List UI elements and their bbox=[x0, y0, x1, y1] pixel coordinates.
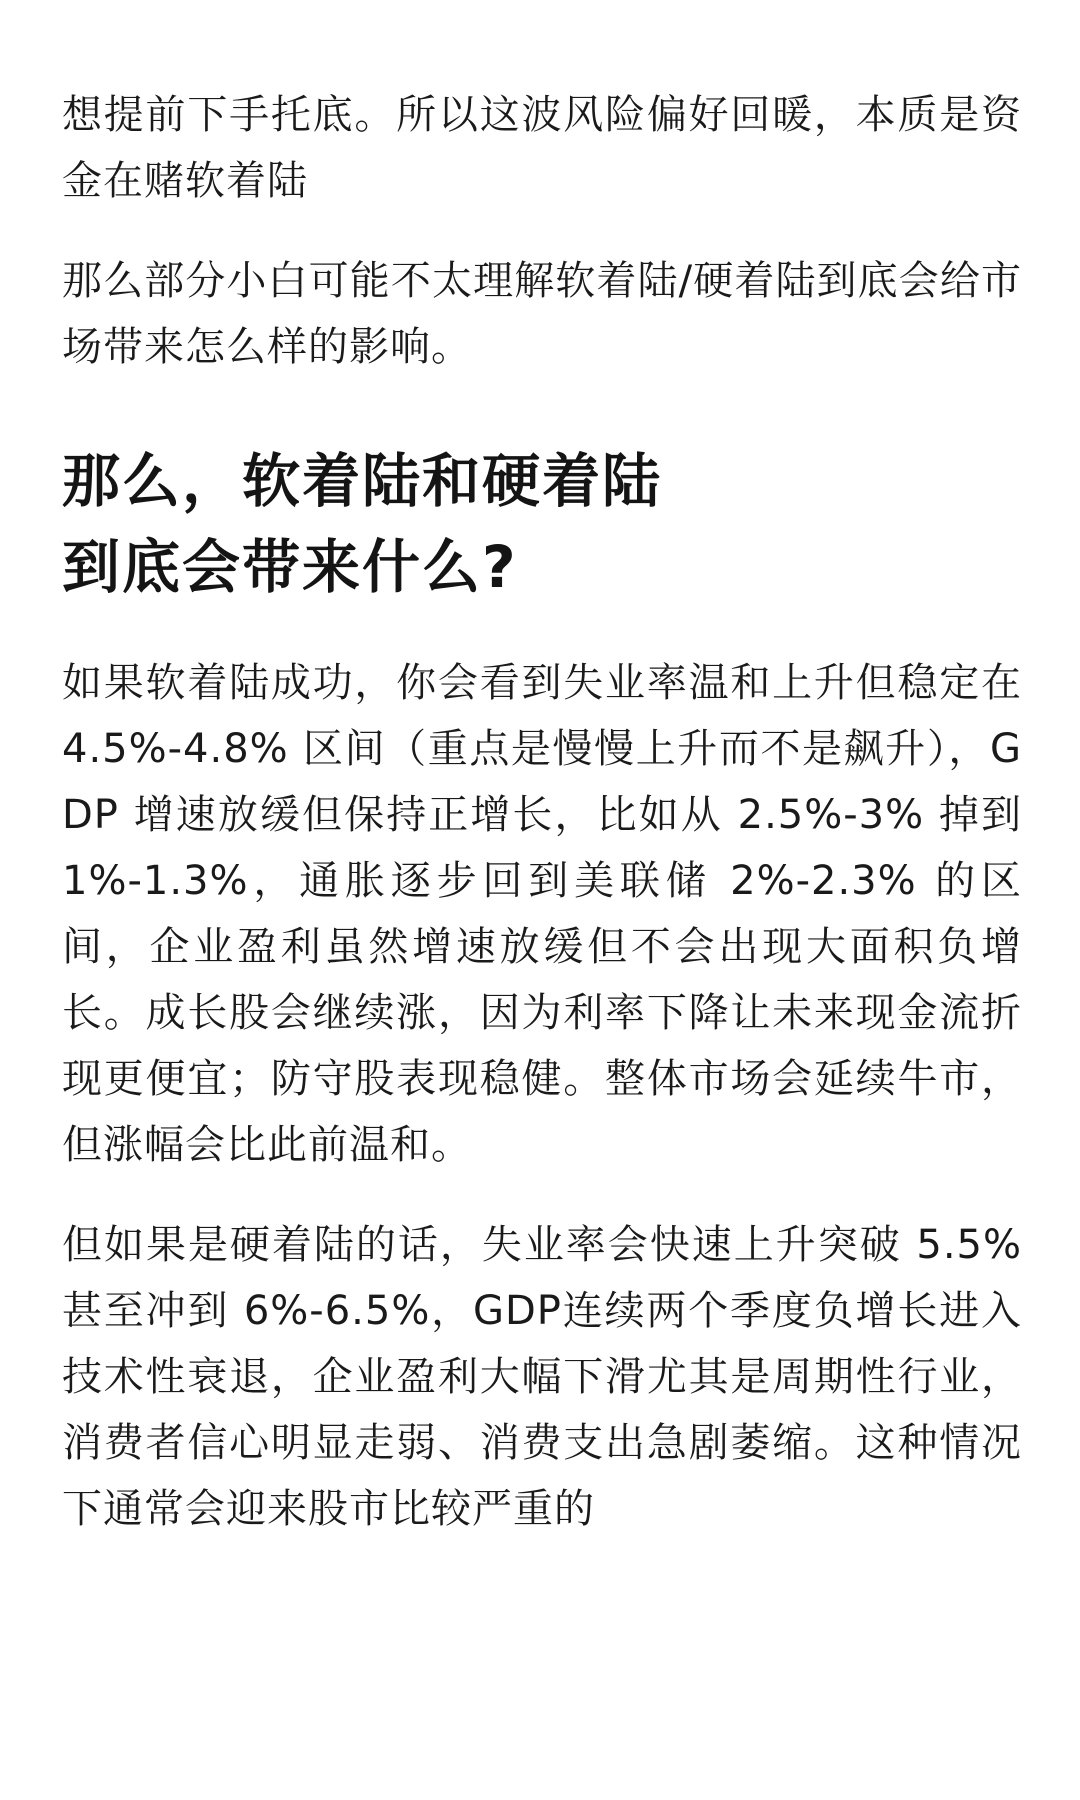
paragraph: 如果软着陆成功，你会看到失业率温和上升但稳定在 4.5%-4.8% 区间（重点是慢慢上升而不是飙升），GDP 增速放缓但保持正增长，比如从 2.5%-3% 掉到 1%-1.3%，通胀逐步回到美联储 2%-2.3% 的区间，企业盈利虽然增速放缓但不会出现大面积负增长。成长股会继续涨，因为利率下降让未来现金流折现更便宜；防守股表现稳健。整体市场会延续牛市，但涨幅会比此前温和。 bbox=[62, 660, 1022, 1168]
paragraph: 想提前下手托底。所以这波风险偏好回暖，本质是资金在赌软着陆 bbox=[62, 92, 1022, 204]
paragraph: 那么部分小白可能不太理解软着陆/硬着陆到底会给市场带来怎么样的影响。 bbox=[62, 258, 1022, 370]
section-heading-line: 到底会带来什么? bbox=[62, 533, 518, 601]
section-heading bbox=[62, 438, 1022, 610]
paragraph: 但如果是硬着陆的话，失业率会快速上升突破 5.5% 甚至冲到 6%-6.5%，GDP连续两个季度负增长进入技术性衰退，企业盈利大幅下滑尤其是周期性行业，消费者信心明显走弱、消费支出急剧萎缩。这种情况下通常会迎来股市比较严重的 bbox=[62, 1222, 1022, 1532]
article-body bbox=[62, 82, 1022, 1542]
section-heading-line: 那么，软着陆和硬着陆 bbox=[62, 447, 663, 515]
